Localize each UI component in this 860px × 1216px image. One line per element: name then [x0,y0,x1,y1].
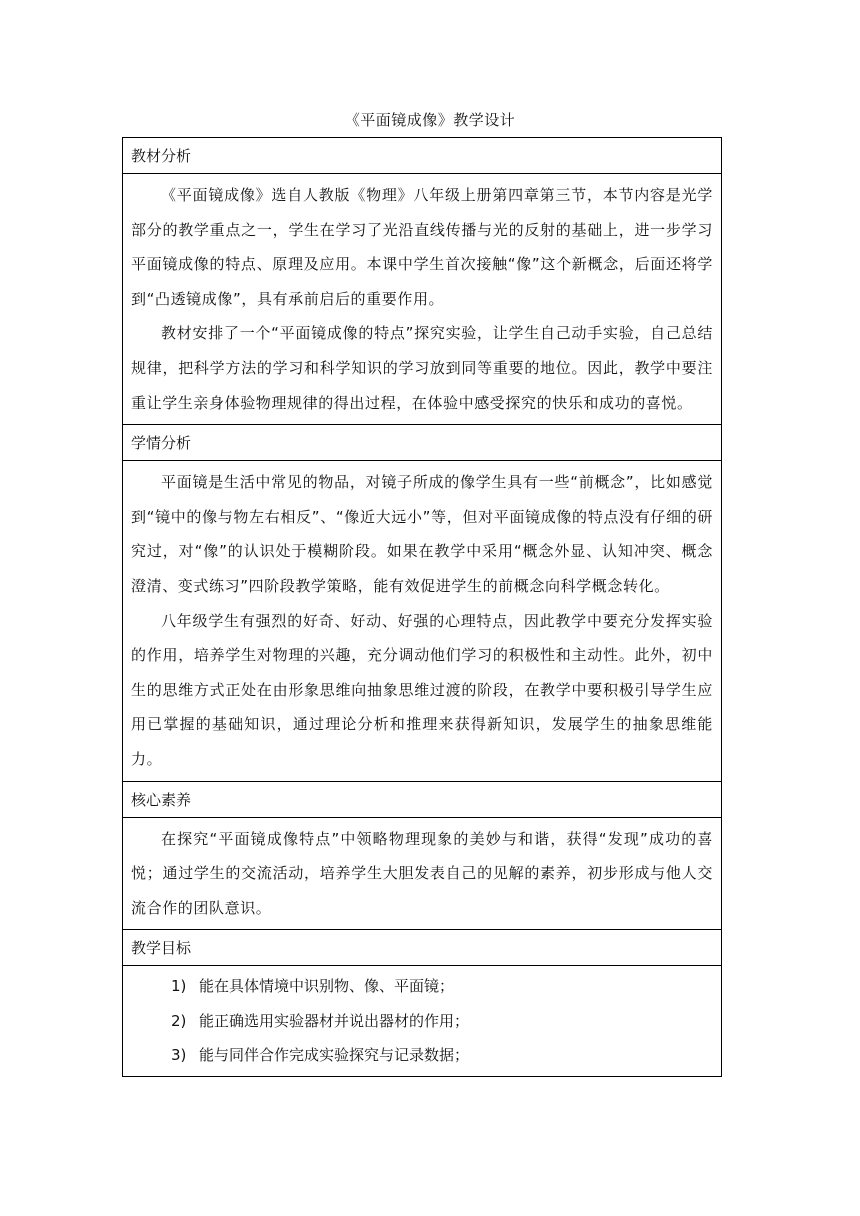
goal-number: 1) [171,977,187,996]
goals-list [131,966,713,1076]
paragraph: 《平面镜成像》选自人教版《物理》八年级上册第四章第三节，本节内容是光学部分的教学重点之一，学生在学习了光沿直线传播与光的反射的基础上，进一步学习平面镜成像的特点、原理及应用。本课中学生首次接触“像”这个新概念，后面还将学到“凸透镜成像”，具有承前启后的重要作用。 [131,186,713,308]
document-title: 《平面镜成像》教学设计 [344,111,516,129]
section-heading-teaching-goals: 教学目标 [123,930,721,966]
goal-text: 能在具体情境中识别物、像、平面镜； [199,977,455,996]
section-heading-core-literacy: 核心素养 [123,782,721,818]
section-heading-textbook-analysis: 教材分析 [123,138,721,174]
goal-text: 能与同伴合作完成实验探究与记录数据； [199,1046,470,1065]
section-heading-student-analysis: 学情分析 [123,425,721,461]
goal-text: 能正确选用实验器材并说出器材的作用； [199,1011,470,1030]
section-body-textbook-analysis [123,174,721,425]
goal-number: 2) [171,1011,187,1030]
paragraph: 八年级学生有强烈的好奇、好动、好强的心理特点，因此教学中要充分发挥实验的作用，培养学生对物理的兴趣，充分调动他们学习的积极性和主动性。此外，初中生的思维方式正处在由形象思维向抽象思维过渡的阶段，在教学中要积极引导学生应用已掌握的基础知识，通过理论分析和推理来获得新知识，发展学生的抽象思维能力。 [131,611,713,768]
section-body-core-literacy [123,818,721,931]
list-item [171,969,713,1004]
list-item [171,1004,713,1039]
goal-number: 3) [171,1046,187,1065]
section-body-student-analysis [123,461,721,781]
paragraph: 教材安排了一个“平面镜成像的特点”探究实验，让学生自己动手实验，自己总结规律，把科学方法的学习和科学知识的学习放到同等重要的地位。因此，教学中要注重让学生亲身体验物理规律的得出过程，在体验中感受探究的快乐和成功的喜悦。 [131,324,713,412]
list-item [171,1038,713,1073]
paragraph: 平面镜是生活中常见的物品，对镜子所成的像学生具有一些“前概念”，比如感觉到“镜中的像与物左右相反”、“像近大远小”等，但对平面镜成像的特点没有仔细的研究过，对“像”的认识处于模糊阶段。如果在教学中采用“概念外显、认知冲突、概念澄清、变式练习”四阶段教学策略，能有效促进学生的前概念向科学概念转化。 [131,473,713,595]
section-body-teaching-goals [123,966,721,1076]
paragraph: 在探究“平面镜成像特点”中领略物理现象的美妙与和谐，获得“发现”成功的喜悦；通过学生的交流活动，培养学生大胆发表自己的见解的素养，初步形成与他人交流合作的团队意识。 [131,829,713,917]
lesson-plan-table [122,137,722,1077]
